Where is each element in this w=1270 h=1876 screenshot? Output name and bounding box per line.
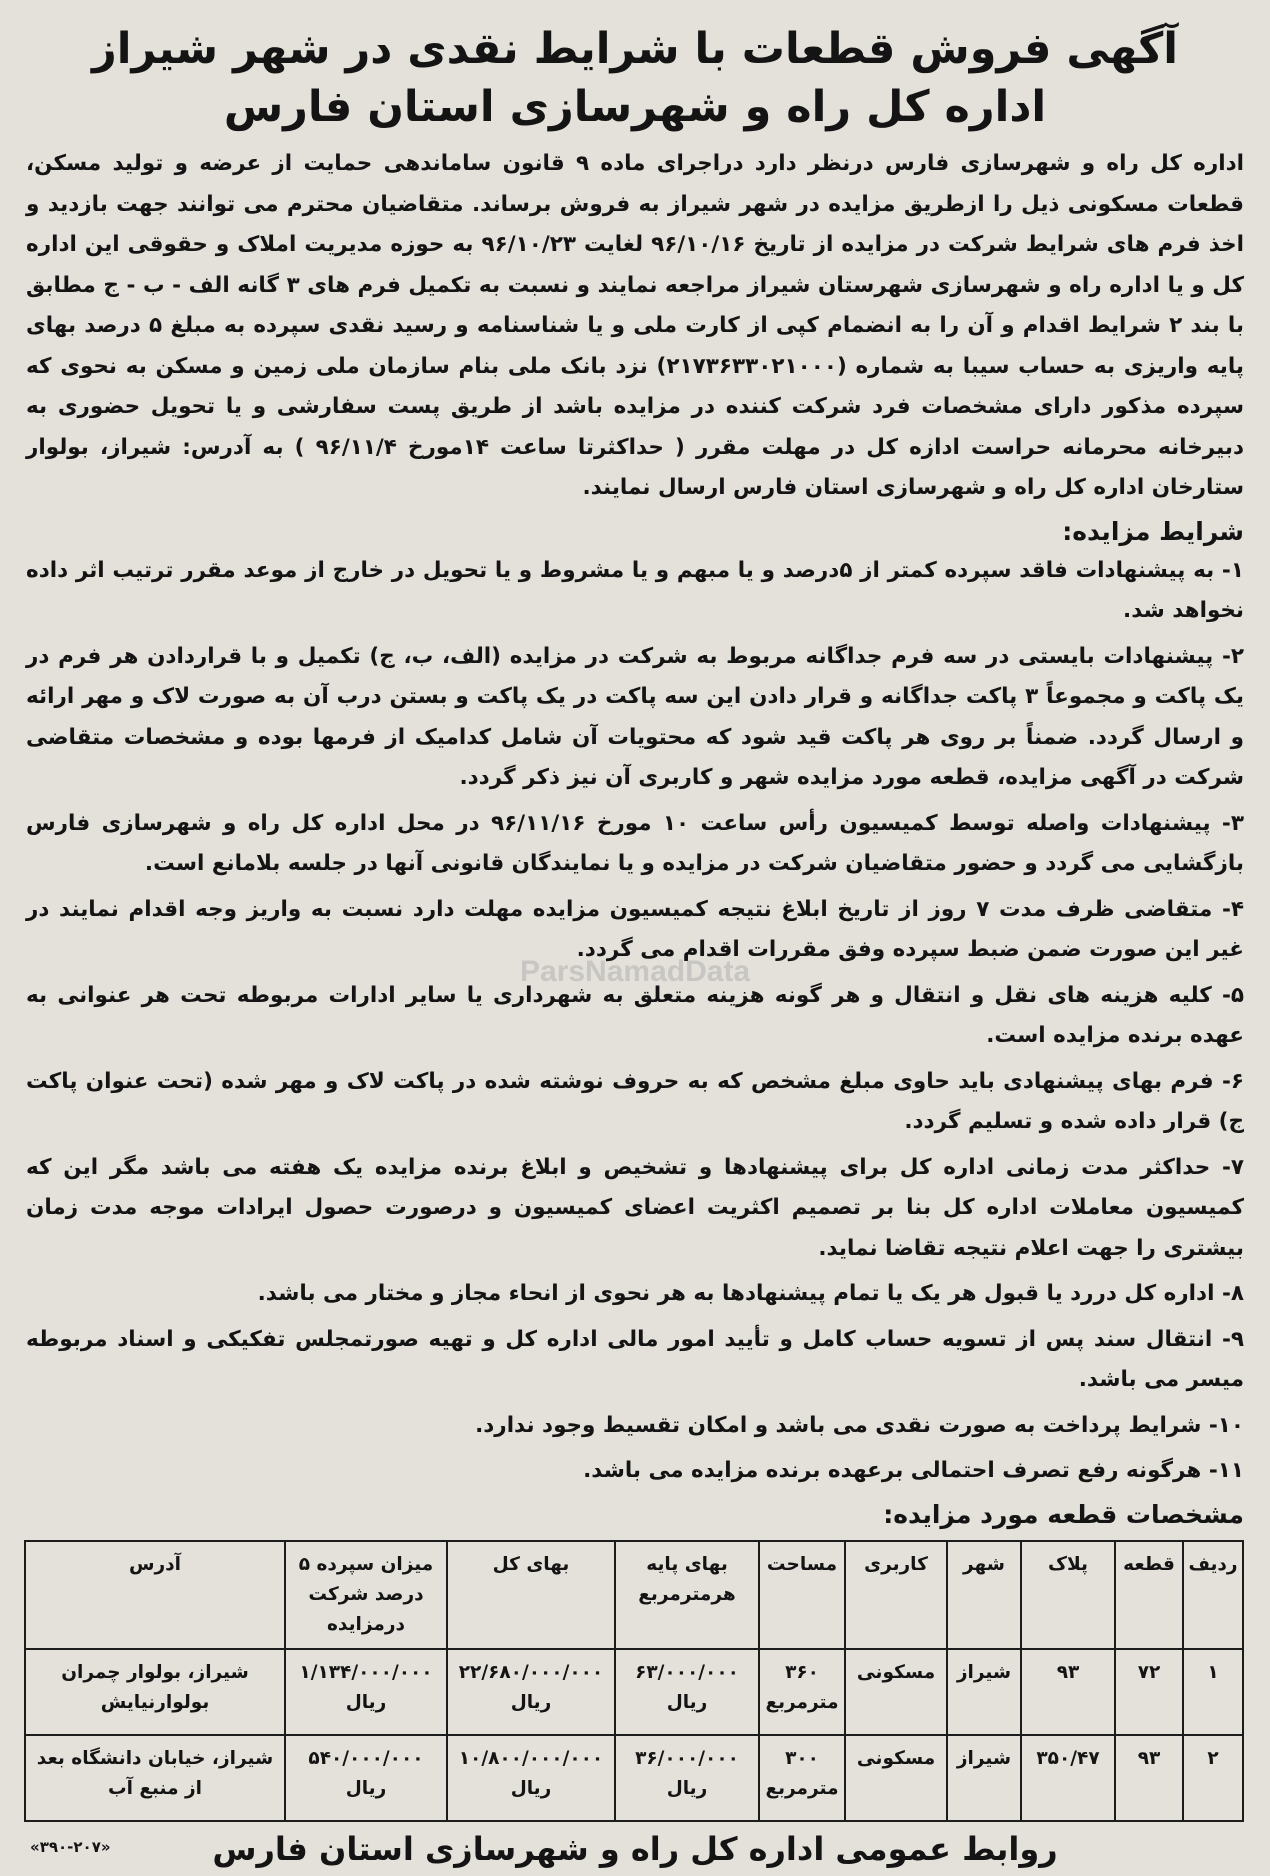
table-cell: ۹۳ xyxy=(1021,1649,1115,1735)
table-cell: شیراز، بولوار چمران بولوارنیایش xyxy=(25,1649,285,1735)
column-header: بهای پایه هرمترمربع xyxy=(615,1541,759,1649)
condition-item: ۳- پیشنهادات واصله توسط کمیسیون رأس ساعت ۱۰ مورخ ۹۶/۱۱/۱۶ در محل اداره کل راه و شهرسازی فارس بازگشایی می گردد و حضور متقاضیان شرکت در مزایده و یا نمایندگان قانونی آنها در جلسه بلامانع است. xyxy=(26,810,1244,876)
condition-item: ۱۱- هرگونه رفع تصرف احتمالی برعهده برنده مزایده می باشد. xyxy=(583,1458,1244,1483)
table-row xyxy=(25,1649,1243,1735)
column-header: شهر xyxy=(947,1541,1021,1649)
condition-item: ۲- پیشنهادات بایستی در سه فرم جداگانه مربوط به شرکت در مزایده (الف، ب، ج) تکمیل و با قراردادن هر فرم در یک پاکت و مجموعاً ۳ پاکت جداگانه و قرار دادن این سه پاکت در یک پاکت و بستن درب آن به صورت لاک و مهر ارائه و ارسال گردد. ضمناً بر روی هر پاکت قید شود که محتویات آن شامل کدامیک از فرمها بوده و مشخصات متقاضی شرکت در آگهی مزایده، قطعه مورد مزایده شهر و کاربری آن نیز ذکر گردد. xyxy=(26,643,1244,790)
table-cell: شیراز xyxy=(947,1649,1021,1735)
table-cell: ۲۲/۶۸۰/۰۰۰/۰۰۰ ریال xyxy=(447,1649,615,1735)
conditions-list xyxy=(26,551,1244,1492)
table-cell: ۱۰/۸۰۰/۰۰۰/۰۰۰ ریال xyxy=(447,1735,615,1821)
column-header: آدرس xyxy=(25,1541,285,1649)
column-header: میزان سپرده ۵ درصد شرکت درمزایده xyxy=(285,1541,447,1649)
ad-title: آگهی فروش قطعات با شرایط نقدی در شهر شیراز xyxy=(92,24,1178,74)
table-cell: شیراز xyxy=(947,1735,1021,1821)
table-cell: ۳۶۰ مترمربع xyxy=(759,1649,845,1735)
column-header: کاربری xyxy=(845,1541,947,1649)
column-header: ردیف xyxy=(1183,1541,1243,1649)
table-cell: مسکونی xyxy=(845,1649,947,1735)
table-cell: ۷۲ xyxy=(1115,1649,1183,1735)
organization-title: اداره کل راه و شهرسازی استان فارس xyxy=(223,82,1047,132)
condition-item: ۸- اداره کل دررد یا قبول هر یک یا تمام پیشنهادها به هر نحوی از انحاء مجاز و مختار می باشد. xyxy=(257,1281,1244,1306)
table-cell: ۹۳ xyxy=(1115,1735,1183,1821)
table-header-row xyxy=(25,1541,1243,1649)
condition-item: ۶- فرم بهای پیشنهادی باید حاوی مبلغ مشخص که به حروف نوشته شده در پاکت لاک و مهر شده (تحت عنوان پاکت ج) قرار داده شده و تسلیم گردد. xyxy=(26,1068,1244,1134)
table-heading: مشخصات قطعه مورد مزایده: xyxy=(883,1499,1244,1529)
condition-item: ۹- انتقال سند پس از تسویه حساب کامل و تأیید امور مالی اداره کل و تهیه صورتمجلس تفکیکی و اسناد مربوطه میسر می باشد. xyxy=(26,1326,1244,1392)
column-header: قطعه xyxy=(1115,1541,1183,1649)
table-cell: ۳۰۰ مترمربع xyxy=(759,1735,845,1821)
condition-item: ۷- حداکثر مدت زمانی اداره کل برای پیشنهادها و تشخیص و ابلاغ برنده مزایده یک هفته می باشد مگر این که کمیسیون معاملات اداره کل بنا بر تصمیم اکثریت اعضای کمیسیون و درصورت حصول ایرادات موجه مدت زمان بیشتری را جهت اعلام نتیجه تقاضا نماید. xyxy=(26,1154,1244,1261)
condition-item: ۱۰- شرایط پرداخت به صورت نقدی می باشد و امکان تقسیط وجود ندارد. xyxy=(475,1412,1244,1438)
footer-title: روابط عمومی اداره کل راه و شهرسازی استان فارس xyxy=(212,1830,1058,1868)
table-cell: ۱ xyxy=(1183,1649,1243,1735)
ad-code: «۳۹۰-۲۰۷» xyxy=(30,1838,111,1856)
table-cell: شیراز، خیابان دانشگاه بعد از منبع آب xyxy=(25,1735,285,1821)
condition-item: ۴- متقاضی ظرف مدت ۷ روز از تاریخ ابلاغ نتیجه کمیسیون مزایده مهلت دارد نسبت به واریز وجه اقدام نمایند در غیر این صورت ضمن ضبط سپرده وفق مقررات اقدام می گردد. xyxy=(26,896,1244,962)
condition-item: ۱- به پیشنهادات فاقد سپرده کمتر از ۵درصد و یا مبهم و یا مشروط و یا تحویل در خارج از موعد مقرر ترتیب اثر داده نخواهد شد. xyxy=(26,557,1244,623)
column-header: پلاک xyxy=(1021,1541,1115,1649)
table-cell: مسکونی xyxy=(845,1735,947,1821)
table-cell: ۱/۱۳۴/۰۰۰/۰۰۰ ریال xyxy=(285,1649,447,1735)
conditions-heading: شرایط مزایده: xyxy=(1062,516,1244,546)
table-cell: ۳۵۰/۴۷ xyxy=(1021,1735,1115,1821)
condition-item: ۵- کلیه هزینه های نقل و انتقال و هر گونه هزینه متعلق به شهرداری یا سایر ادارات مربوطه تحت هر عنوانی به عهده برنده مزایده است. xyxy=(26,982,1244,1048)
property-table xyxy=(24,1540,1244,1822)
column-header: مساحت xyxy=(759,1541,845,1649)
table-cell: ۳۶/۰۰۰/۰۰۰ ریال xyxy=(615,1735,759,1821)
watermark: ParsNamadData xyxy=(520,955,751,988)
table-cell: ۶۳/۰۰۰/۰۰۰ ریال xyxy=(615,1649,759,1735)
intro-paragraph: اداره کل راه و شهرسازی فارس درنظر دارد دراجرای ماده ۹ قانون ساماندهی حمایت از عرضه و تولید مسکن، قطعات مسکونی ذیل را ازطریق مزایده در شهر شیراز به فروش برساند. متقاضیان محترم می توانند جهت بازدید و اخذ فرم های شرایط شرکت در مزایده از تاریخ ۹۶/۱۰/۱۶ لغایت ۹۶/۱۰/۲۳ به حوزه مدیریت املاک و حقوقی این اداره کل و یا اداره راه و شهرسازی شهرستان شیراز مراجعه نمایند و نسبت به تکمیل فرم های ۳ گانه الف - ب - ج مطابق با بند ۲ شرایط اقدام و آن را به انضمام کپی از کارت ملی و یا شناسنامه و رسید نقدی سپرده به مبلغ ۵ درصد بهای پایه واریزی به حساب سیبا به شماره (۲۱۷۳۶۳۳۰۲۱۰۰۰) نزد بانک ملی بنام سازمان ملی زمین و مسکن به نحوی که سپرده مذکور دارای مشخصات فرد شرکت کننده در مزایده باشد از طریق پست سفارشی و یا تحویل حضوری به دبیرخانه محرمانه حراست ادازه کل در مهلت مقرر ( حداکثرتا ساعت ۱۴مورخ ۹۶/۱۱/۴ ) به آدرس: شیراز، بولوار ستارخان اداره کل راه و شهرسازی استان فارس ارسال نمایند. xyxy=(26,151,1245,500)
column-header: بهای کل xyxy=(447,1541,615,1649)
table-cell: ۵۴۰/۰۰۰/۰۰۰ ریال xyxy=(285,1735,447,1821)
table-cell: ۲ xyxy=(1183,1735,1243,1821)
table-row xyxy=(25,1735,1243,1821)
